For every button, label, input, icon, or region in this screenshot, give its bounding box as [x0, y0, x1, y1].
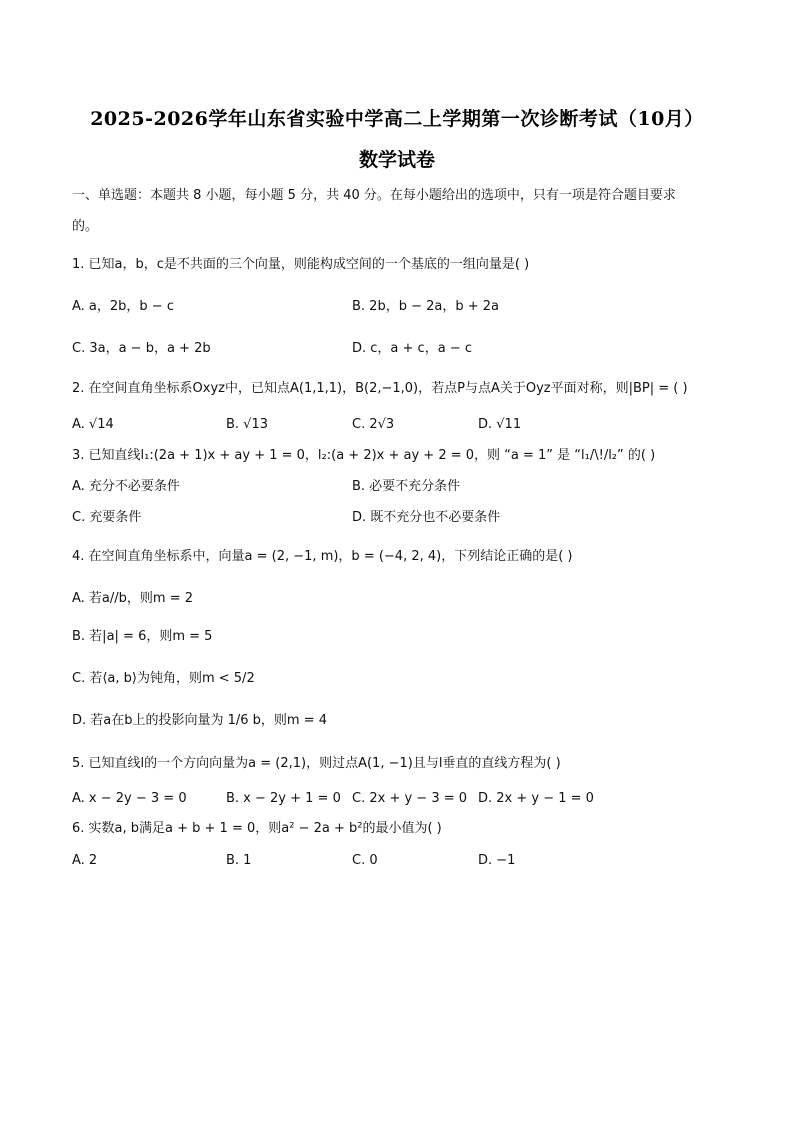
- question-5-option-b: B. x − 2y + 1 = 0: [226, 791, 341, 806]
- question-4-option-c: C. 若⟨a, b⟩为钝角，则m < 5/2: [72, 671, 255, 686]
- question-4-option-a: A. 若a//b，则m = 2: [72, 591, 193, 606]
- question-1-stem: 1. 已知a，b，c是不共面的三个向量，则能构成空间的一个基底的一组向量是( ): [72, 257, 530, 272]
- question-1-option-a: A. a，2b，b − c: [72, 299, 174, 314]
- section-instruction-line1: 一、单选题：本题共 8 小题，每小题 5 分，共 40 分。在每小题给出的选项中，只有一项是符合题目要求: [72, 188, 676, 203]
- question-2-option-b: B. √13: [226, 417, 269, 432]
- question-5-option-c: C. 2x + y − 3 = 0: [352, 791, 468, 806]
- question-2-option-a: A. √14: [72, 417, 114, 432]
- question-2-stem: 2. 在空间直角坐标系Oxyz中，已知点A(1,1,1)，B(2,−1,0)，若点P与点A关于Oyz平面对称，则|BP| = ( ): [72, 381, 688, 396]
- question-6-option-b: B. 1: [226, 853, 252, 868]
- question-3-option-b: B. 必要不充分条件: [352, 479, 461, 494]
- question-3-stem: 3. 已知直线l₁:(2a + 1)x + ay + 1 = 0，l₂:(a + 2)x + ay + 2 = 0，则 “a = 1” 是 “l₁/\!/l₂” 的( ): [72, 448, 656, 463]
- question-5-stem: 5. 已知直线l的一个方向向量为a = (2,1)，则过点A(1, −1)且与l垂直的直线方程为( ): [72, 756, 561, 771]
- question-2-option-c: C. 2√3: [352, 417, 395, 432]
- exam-subtitle: 数学试卷: [358, 149, 435, 171]
- question-6-option-a: A. 2: [72, 853, 98, 868]
- question-4-stem: 4. 在空间直角坐标系中，向量a = (2, −1, m)，b = (−4, 2, 4)，下列结论正确的是( ): [72, 549, 573, 564]
- question-4-option-b: B. 若|a| = 6，则m = 5: [72, 629, 213, 644]
- question-1-option-c: C. 3a，a − b，a + 2b: [72, 341, 211, 356]
- section-instruction-line2: 的。: [72, 219, 99, 234]
- exam-title: 2025-2026学年山东省实验中学高二上学期第一次诊断考试（10月）: [90, 108, 704, 130]
- question-3-option-c: C. 充要条件: [72, 510, 142, 525]
- question-6-stem: 6. 实数a, b满足a + b + 1 = 0，则a² − 2a + b²的最小值为( ): [72, 821, 442, 836]
- question-4-option-d: D. 若a在b上的投影向量为 1/6 b，则m = 4: [72, 713, 328, 728]
- question-1-option-b: B. 2b，b − 2a，b + 2a: [352, 299, 499, 314]
- question-3-option-a: A. 充分不必要条件: [72, 479, 180, 494]
- question-3-option-d: D. 既不充分也不必要条件: [352, 510, 501, 525]
- question-5-option-d: D. 2x + y − 1 = 0: [478, 791, 594, 806]
- question-2-option-d: D. √11: [478, 417, 522, 432]
- question-6-option-d: D. −1: [478, 853, 516, 868]
- question-1-option-d: D. c，a + c，a − c: [352, 341, 472, 356]
- question-6-option-c: C. 0: [352, 853, 378, 868]
- question-5-option-a: A. x − 2y − 3 = 0: [72, 791, 187, 806]
